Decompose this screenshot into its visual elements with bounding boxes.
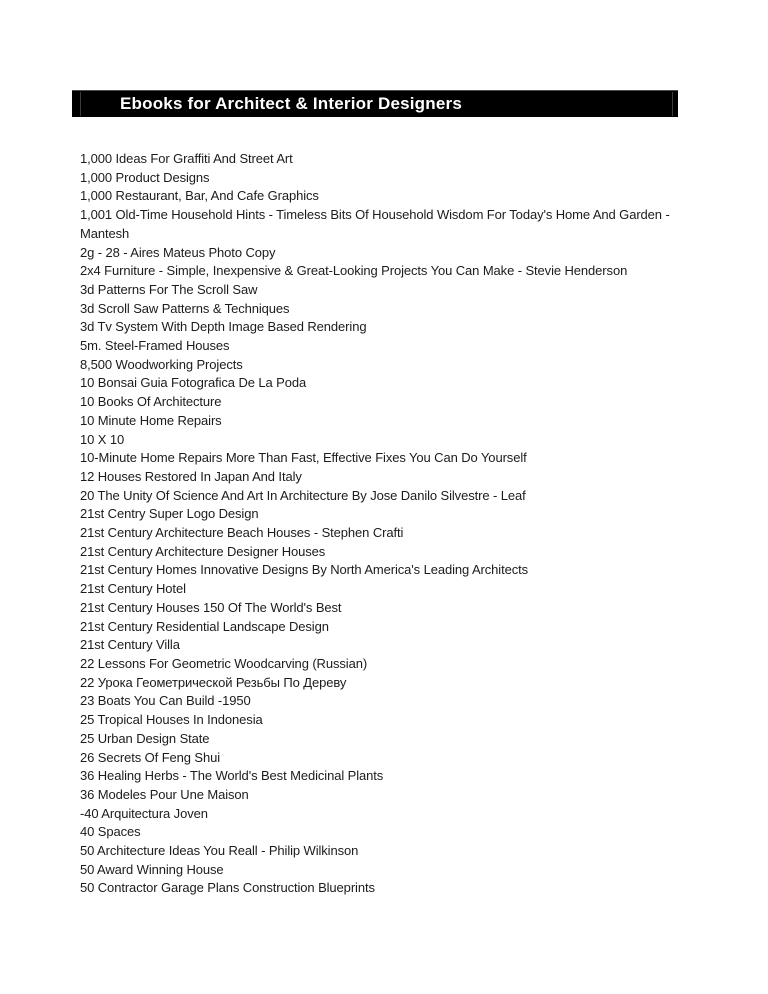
list-item: 50 Award Winning House: [80, 861, 224, 877]
list-item: 50 Architecture Ideas You Reall - Philip Wilkinson: [80, 843, 359, 859]
list-item: 1,000 Restaurant, Bar, And Cafe Graphics: [80, 188, 319, 204]
list-item: 10-Minute Home Repairs More Than Fast, Effective Fixes You Can Do Yourself: [80, 450, 527, 466]
list-item: 25 Urban Design State: [80, 730, 210, 746]
list-item: 22 Lessons For Geometric Woodcarving (Russian): [80, 655, 368, 671]
list-item: 50 Contractor Garage Plans Construction Blueprints: [80, 880, 375, 896]
list-item: 2x4 Furniture - Simple, Inexpensive & Great-Looking Projects You Can Make - Stevie Henderson: [80, 263, 628, 279]
list-item: -40 Arquitectura Joven: [80, 805, 208, 821]
list-item: 10 X 10: [80, 431, 125, 447]
list-item: 40 Spaces: [80, 824, 141, 840]
list-item: 1,000 Ideas For Graffiti And Street Art: [80, 151, 293, 166]
list-item: 12 Houses Restored In Japan And Italy: [80, 468, 302, 484]
list-item: 21st Century Hotel: [80, 581, 186, 597]
list-item: 2g - 28 - Aires Mateus Photo Copy: [80, 244, 276, 260]
list-item: 3d Patterns For The Scroll Saw: [80, 281, 258, 297]
ebook-list: [80, 150, 680, 898]
list-item: 21st Century Houses 150 Of The World's Best: [80, 599, 342, 615]
list-item: 36 Healing Herbs - The World's Best Medicinal Plants: [80, 768, 384, 784]
list-item: 3d Scroll Saw Patterns & Techniques: [80, 300, 290, 316]
list-item: 10 Minute Home Repairs: [80, 412, 222, 428]
list-item: 21st Centry Super Logo Design: [80, 506, 259, 522]
list-item: 20 The Unity Of Science And Art In Architecture By Jose Danilo Silvestre - Leaf: [80, 487, 526, 503]
list-item: 1,000 Product Designs: [80, 169, 210, 185]
list-item: 22 Урока Геометрической Резьбы По Дереву: [80, 674, 347, 690]
list-item: 10 Books Of Architecture: [80, 394, 222, 410]
list-item: 1,001 Old-Time Household Hints - Timeless Bits Of Household Wisdom For Today's Home And Garden - Mantesh: [80, 207, 670, 241]
page-header: [72, 90, 678, 117]
list-item: 21st Century Residential Landscape Design: [80, 618, 329, 634]
list-item: 21st Century Villa: [80, 637, 180, 653]
page-title: Ebooks for Architect & Interior Designers: [120, 94, 462, 113]
list-item: 36 Modeles Pour Une Maison: [80, 786, 249, 802]
list-item: 10 Bonsai Guia Fotografica De La Poda: [80, 375, 307, 391]
list-item: 21st Century Homes Innovative Designs By North America's Leading Architects: [80, 562, 529, 578]
list-item: 25 Tropical Houses In Indonesia: [80, 712, 263, 728]
list-item: 5m. Steel-Framed Houses: [80, 338, 230, 354]
list-item: 21st Century Architecture Beach Houses - Stephen Crafti: [80, 525, 404, 541]
list-item: 21st Century Architecture Designer Houses: [80, 543, 326, 559]
list-item: 26 Secrets Of Feng Shui: [80, 749, 221, 765]
list-item: 8,500 Woodworking Projects: [80, 356, 243, 372]
list-item: 23 Boats You Can Build -1950: [80, 693, 251, 709]
list-item: 3d Tv System With Depth Image Based Rendering: [80, 319, 367, 335]
